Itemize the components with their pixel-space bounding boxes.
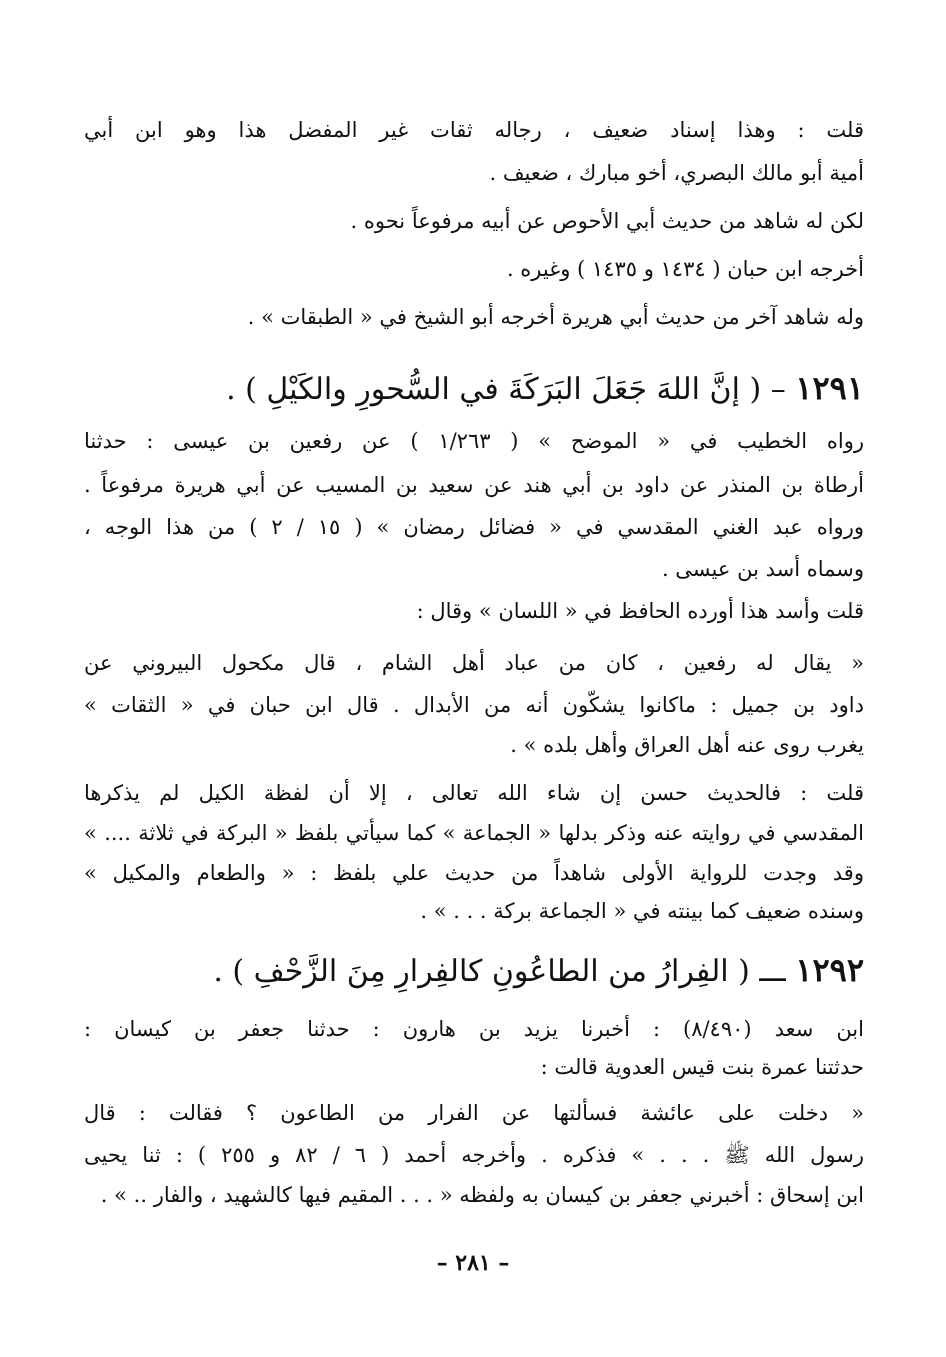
text-line: أخرجه ابن حبان ( ١٤٣٤ و ١٤٣٥ ) وغيره .: [506, 257, 864, 281]
text-line: رواه الخطيب في « الموضح » ( ١/٢٦٣ ) عن رفعين بن عيسى : حدثنا: [84, 429, 865, 453]
text-line: وسماه أسد بن عيسى .: [661, 557, 864, 581]
text-line: يغرب روى عنه أهل العراق وأهل بلده » .: [510, 733, 864, 757]
text-line: قلت : وهذا إسناد ضعيف ، رجاله ثقات غير المفضل هذا وهو ابن أبي: [84, 118, 864, 142]
text-line: قلت وأسد هذا أورده الحافظ في « اللسان » وقال :: [416, 599, 864, 623]
hadith-heading: [84, 950, 864, 992]
hadith-number: ١٢٩٢: [795, 951, 864, 989]
hadith-heading: [84, 368, 864, 410]
text-line: وقد وجدت للرواية الأولى شاهداً من حديث علي بلفظ : « والطعام والمكيل »: [84, 861, 864, 885]
page-number: – ٢٨١ –: [436, 1250, 510, 1276]
text-line: وسنده ضعيف كما بينته في « الجماعة بركة . . . » .: [420, 899, 864, 923]
hadith-number: ١٢٩١: [795, 369, 864, 407]
text-line: قلت : فالحديث حسن إن شاء الله تعالى ، إلا أن لفظة الكيل لم يذكرها: [84, 781, 864, 805]
text-line: « دخلت على عائشة فسألتها عن الفرار من الطاعون ؟ فقالت : قال: [84, 1101, 864, 1125]
text-line: أرطاة بن المنذر عن داود بن أبي هند عن سعيد بن المسيب عن أبي هريرة مرفوعاً .: [84, 473, 864, 497]
text-line: ابن إسحاق : أخبرني جعفر بن كيسان به ولفظه « . . . المقيم فيها كالشهيد ، والفار .. » .: [100, 1183, 864, 1207]
text-line: أمية أبو مالك البصري، أخو مبارك ، ضعيف .: [489, 161, 864, 185]
text-line: رسول الله ﷺ . . . » فذكره . وأخرجه أحمد ( ٦ / ٨٢ و ٢٥٥ ) : ثنا يحيى: [84, 1143, 864, 1167]
text-line: داود بن جميل : ماكانوا يشكّون أنه من الأبدال . قال ابن حبان في « الثقات »: [84, 693, 864, 717]
hadith-text: – ( إنَّ اللهَ جَعَلَ البَرَكَةَ في السُّحورِ والكَيْلِ ) .: [226, 372, 786, 407]
text-line: ورواه عبد الغني المقدسي في « فضائل رمضان » ( ١٥ / ٢ ) من هذا الوجه ،: [84, 515, 864, 539]
text-line: وله شاهد آخر من حديث أبي هريرة أخرجه أبو الشيخ في « الطبقات » .: [247, 305, 864, 329]
text-line: « يقال له رفعين ، كان من عباد أهل الشام ، قال مكحول البيروني عن: [84, 651, 864, 675]
hadith-text: ـــ ( الفِرارُ من الطاعُونِ كالفِرارِ مِنَ الزَّحْفِ ) .: [213, 954, 786, 989]
text-line: ابن سعد (٨/٤٩٠) : أخبرنا يزيد بن هارون : حدثنا جعفر بن كيسان :: [84, 1017, 864, 1041]
text-line: المقدسي في روايته عنه وذكر بدلها « الجماعة » كما سيأتي بلفظ « البركة في ثلاثة .... »: [84, 821, 864, 845]
text-line: حدثتنا عمرة بنت قيس العدوية قالت :: [540, 1055, 864, 1079]
text-line: لكن له شاهد من حديث أبي الأحوص عن أبيه مرفوعاً نحوه .: [350, 209, 864, 233]
